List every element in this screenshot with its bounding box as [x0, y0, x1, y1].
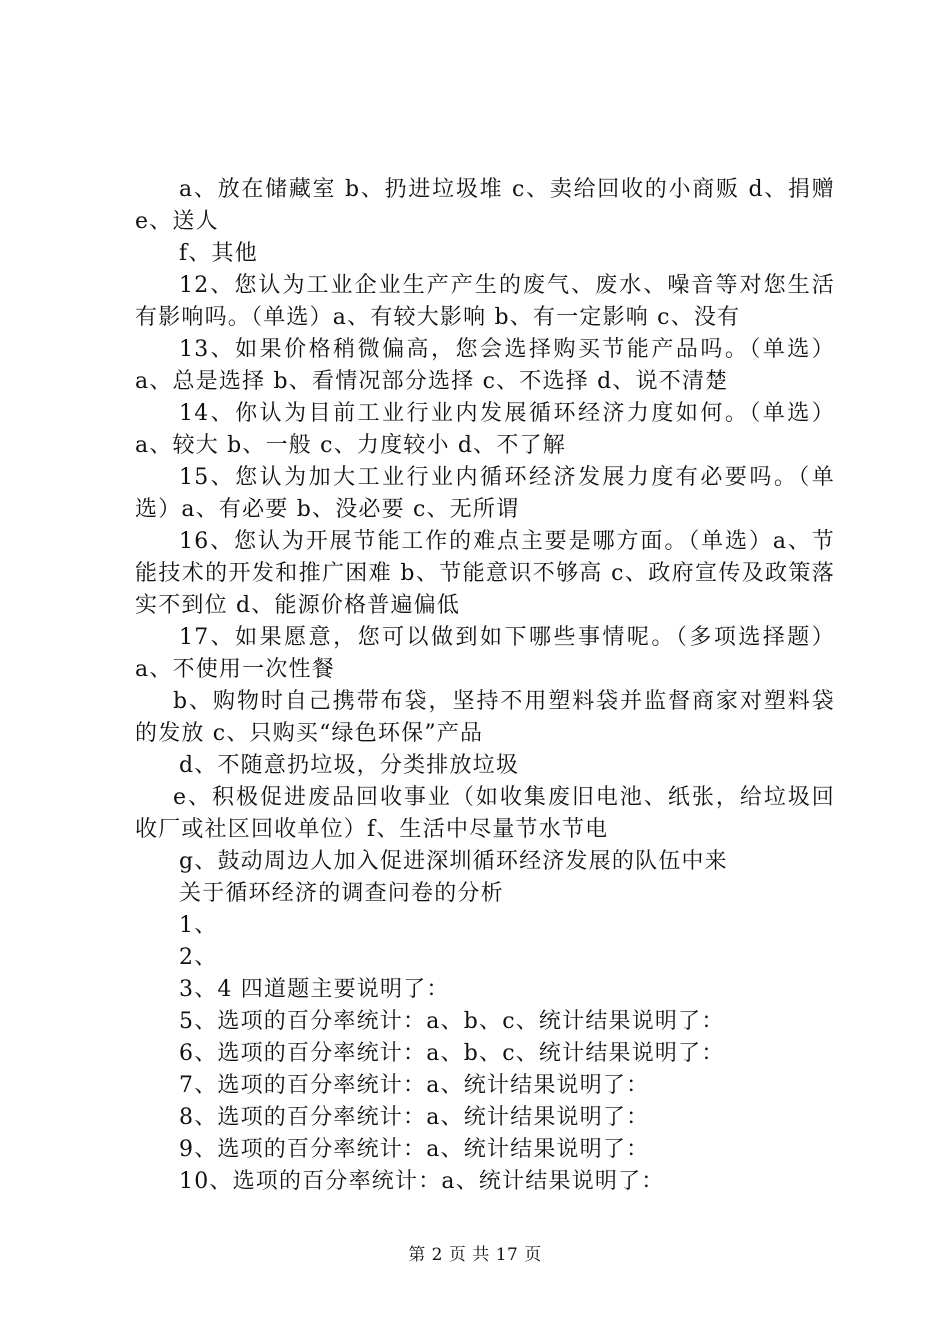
paragraph-line: 12、您认为工业企业生产产生的废气、废水、噪音等对您生活有影响吗。（单选）a、有较大影响 b、有一定影响 c、没有 — [135, 273, 835, 330]
section-heading: 关于循环经济的调查问卷的分析 — [179, 881, 504, 906]
document-body — [135, 174, 835, 1198]
paragraph-line: 1、 — [179, 913, 218, 938]
paragraph-line: 6、选项的百分率统计：a、b、c、统计结果说明了： — [179, 1041, 725, 1066]
page-number-label: 第 2 页 共 17 页 — [408, 1245, 542, 1265]
paragraph-line: b、购物时自己携带布袋，坚持不用塑料袋并监督商家对塑料袋的发放 c、只购买“绿色环保”产品 — [135, 689, 835, 746]
paragraph-line: 2、 — [179, 945, 218, 970]
paragraph-line: 5、选项的百分率统计：a、b、c、统计结果说明了： — [179, 1009, 725, 1034]
paragraph-line: 14、你认为目前工业行业内发展循环经济力度如何。（单选）a、较大 b、一般 c、力度较小 d、不了解 — [135, 401, 835, 458]
paragraph-line: 9、选项的百分率统计：a、统计结果说明了： — [179, 1137, 650, 1162]
paragraph-line: d、不随意扔垃圾，分类排放垃圾 — [179, 753, 520, 778]
paragraph-line: g、鼓动周边人加入促进深圳循环经济发展的队伍中来 — [179, 849, 728, 874]
paragraph-line: 10、选项的百分率统计：a、统计结果说明了： — [179, 1169, 665, 1194]
paragraph-line: 17、如果愿意，您可以做到如下哪些事情呢。（多项选择题）a、不使用一次性餐 — [135, 625, 835, 682]
paragraph-line: a、放在储藏室 b、扔进垃圾堆 c、卖给回收的小商贩 d、捐赠 e、送人 — [135, 177, 835, 234]
paragraph-line: f、其他 — [179, 241, 258, 266]
paragraph-line: 16、您认为开展节能工作的难点主要是哪方面。（单选）a、节能技术的开发和推广困难 b、节能意识不够高 c、政府宣传及政策落实不到位 d、能源价格普遍偏低 — [135, 529, 835, 618]
paragraph-line: 15、您认为加大工业行业内循环经济发展力度有必要吗。（单选）a、有必要 b、没必要 c、无所谓 — [135, 465, 835, 522]
page-footer — [0, 1240, 950, 1265]
paragraph-line: e、积极促进废品回收事业（如收集废旧电池、纸张，给垃圾回收厂或社区回收单位）f、生活中尽量节水节电 — [135, 785, 835, 842]
paragraph-line: 8、选项的百分率统计：a、统计结果说明了： — [179, 1105, 650, 1130]
paragraph-line: 7、选项的百分率统计：a、统计结果说明了： — [179, 1073, 650, 1098]
paragraph-line: 13、如果价格稍微偏高，您会选择购买节能产品吗。（单选）a、总是选择 b、看情况部分选择 c、不选择 d、说不清楚 — [135, 337, 835, 394]
paragraph-line: 3、4 四道题主要说明了： — [179, 977, 450, 1002]
